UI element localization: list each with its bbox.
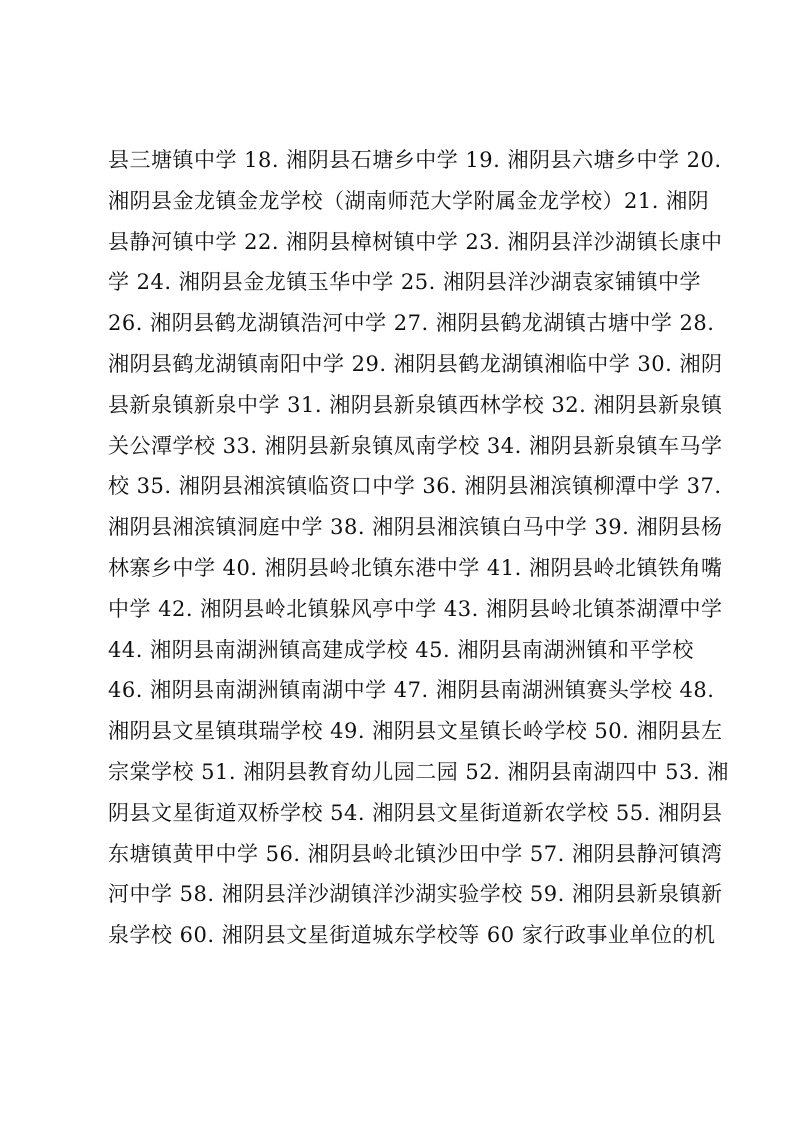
text-line: 县静河镇中学 22. 湘阴县樟树镇中学 23. 湘阴县洋沙湖镇长康中 <box>108 229 723 254</box>
text-line: 44. 湘阴县南湖洲镇高建成学校 45. 湘阴县南湖洲镇和平学校 <box>108 637 694 662</box>
text-line: 学 24. 湘阴县金龙镇玉华中学 25. 湘阴县洋沙湖袁家铺镇中学 <box>108 270 701 295</box>
text-line: 46. 湘阴县南湖洲镇南湖中学 47. 湘阴县南湖洲镇赛头学校 48. <box>108 678 715 703</box>
text-line: 县新泉镇新泉中学 31. 湘阴县新泉镇西林学校 32. 湘阴县新泉镇 <box>108 392 723 417</box>
body-text <box>108 140 729 956</box>
text-line: 湘阴县鹤龙湖镇南阳中学 29. 湘阴县鹤龙湖镇湘临中学 30. 湘阴 <box>108 351 723 376</box>
text-line: 湘阴县湘滨镇洞庭中学 38. 湘阴县湘滨镇白马中学 39. 湘阴县杨 <box>108 515 723 540</box>
text-line: 宗棠学校 51. 湘阴县教育幼儿园二园 52. 湘阴县南湖四中 53. 湘 <box>108 759 729 784</box>
text-line: 阴县文星街道双桥学校 54. 湘阴县文星街道新农学校 55. 湘阴县 <box>108 800 723 825</box>
text-line: 河中学 58. 湘阴县洋沙湖镇洋沙湖实验学校 59. 湘阴县新泉镇新 <box>108 882 723 907</box>
text-line: 中学 42. 湘阴县岭北镇躲风亭中学 43. 湘阴县岭北镇茶湖潭中学 <box>108 596 723 621</box>
text-line: 校 35. 湘阴县湘滨镇临资口中学 36. 湘阴县湘滨镇柳潭中学 37. <box>108 474 722 499</box>
text-line: 关公潭学校 33. 湘阴县新泉镇凤南学校 34. 湘阴县新泉镇车马学 <box>108 433 723 458</box>
text-line: 县三塘镇中学 18. 湘阴县石塘乡中学 19. 湘阴县六塘乡中学 20. <box>108 148 722 172</box>
text-line: 泉学校 60. 湘阴县文星街道城东学校等 60 家行政事业单位的机 <box>108 923 716 948</box>
text-line: 林寨乡中学 40. 湘阴县岭北镇东港中学 41. 湘阴县岭北镇铁角嘴 <box>108 555 723 580</box>
text-line: 湘阴县文星镇琪瑞学校 49. 湘阴县文星镇长岭学校 50. 湘阴县左 <box>108 719 723 744</box>
text-line: 东塘镇黄甲中学 56. 湘阴县岭北镇沙田中学 57. 湘阴县静河镇湾 <box>108 841 723 866</box>
text-line: 湘阴县金龙镇金龙学校（湖南师范大学附属金龙学校）21. 湘阴 <box>108 188 710 213</box>
text-line: 26. 湘阴县鹤龙湖镇浩河中学 27. 湘阴县鹤龙湖镇古塘中学 28. <box>108 311 715 336</box>
